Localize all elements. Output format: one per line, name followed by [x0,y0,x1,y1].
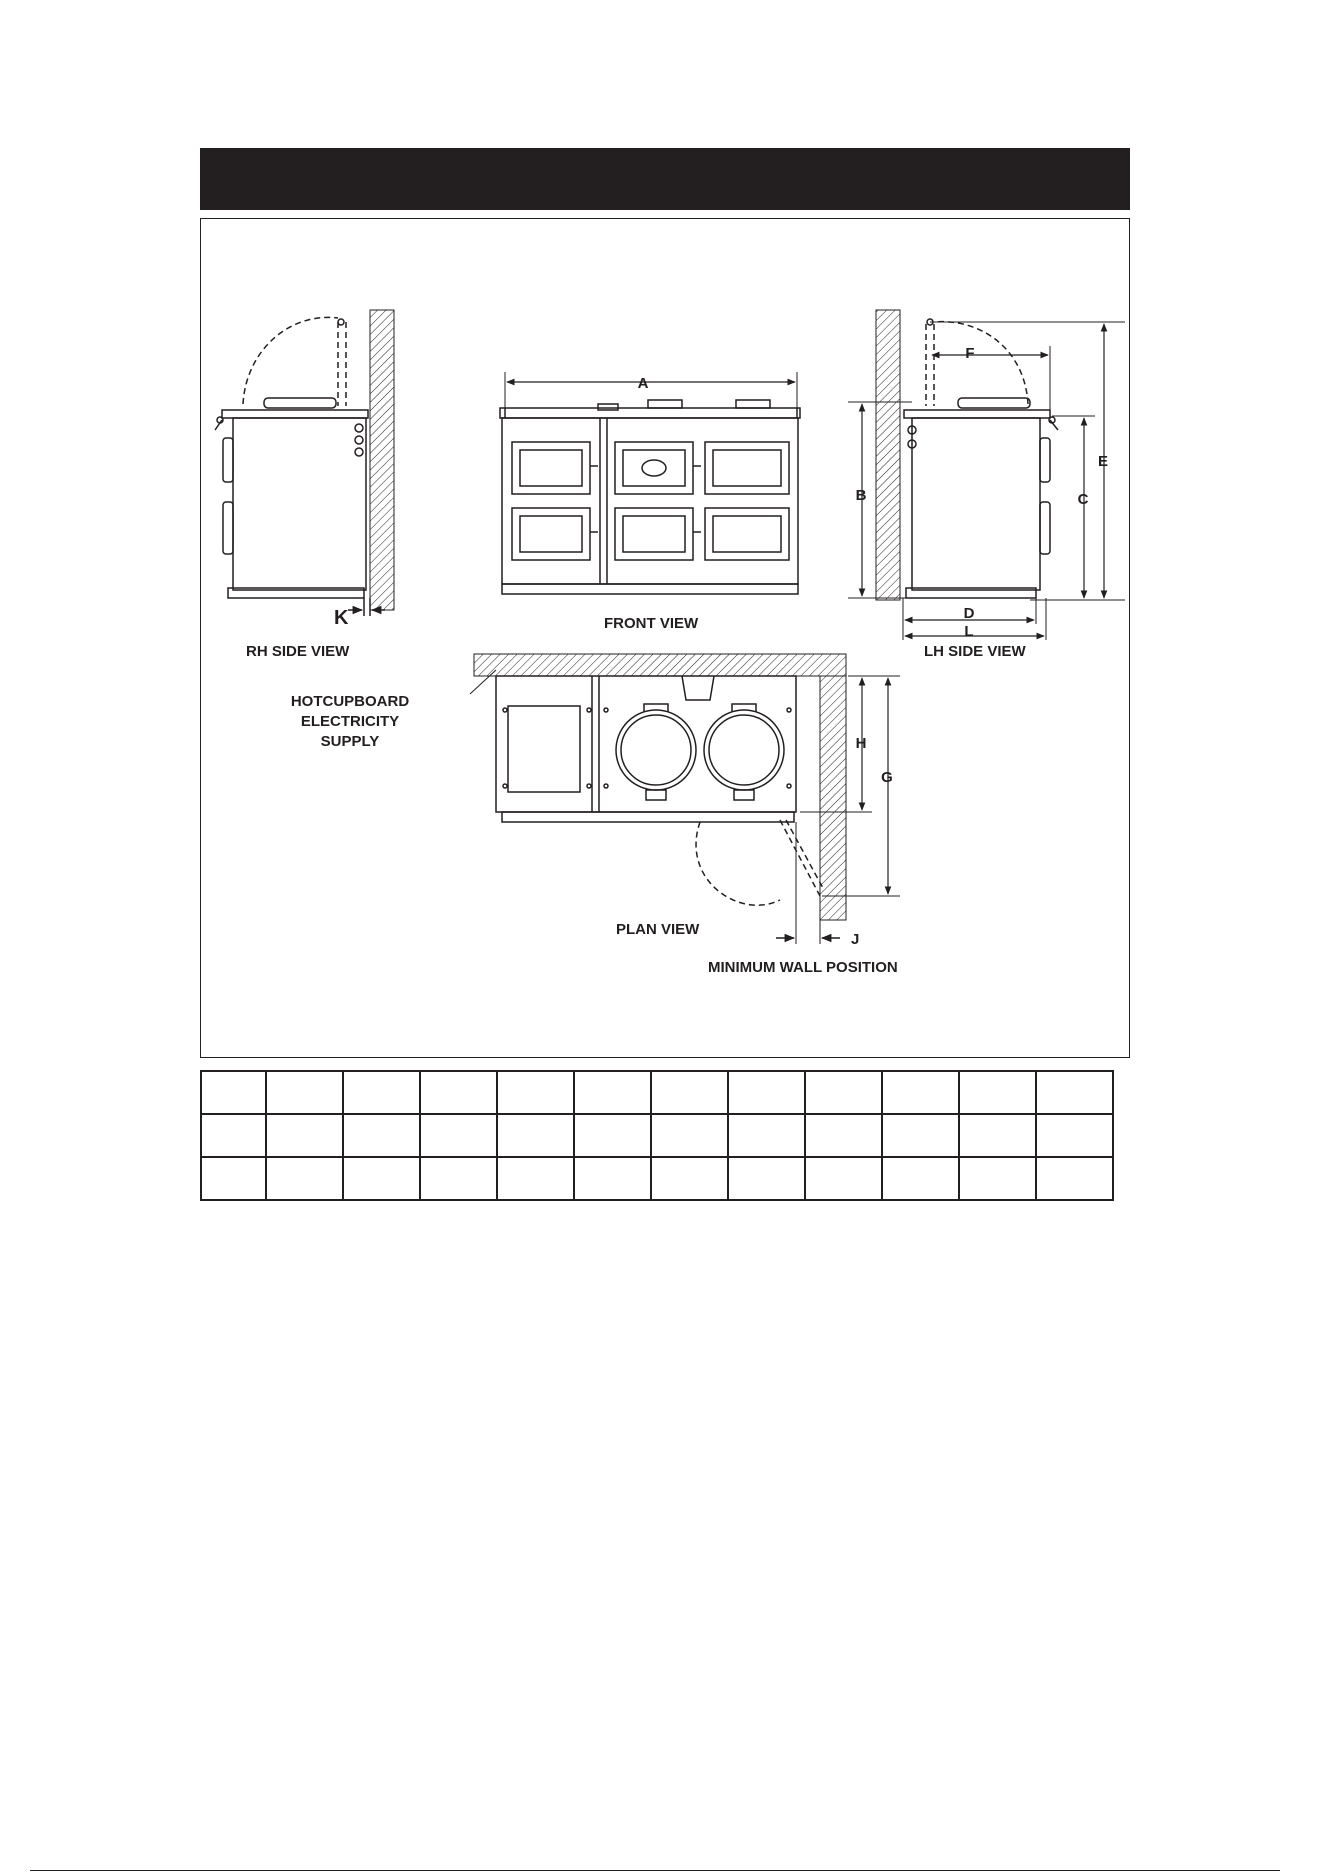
rh-side-view-label: RH SIDE VIEW [246,643,350,660]
table-cell [959,1114,1036,1157]
dimension-label-e: E [1097,453,1109,470]
table-cell [201,1071,266,1114]
table-cell [266,1114,343,1157]
table-cell [805,1114,882,1157]
table-cell [343,1114,420,1157]
plan-view [470,654,900,944]
table-cell [651,1157,728,1200]
footer-rule [30,1870,1280,1871]
dimension-label-l: L [964,623,974,640]
table-cell [497,1157,574,1200]
table-row [201,1071,1113,1114]
lh-side-view [848,310,1125,640]
lh-side-view-label: LH SIDE VIEW [924,643,1026,660]
dimension-label-c: C [1077,491,1089,508]
table-cell [343,1157,420,1200]
table-cell [728,1157,805,1200]
table-cell [882,1071,959,1114]
table-cell [882,1157,959,1200]
dimension-label-j: J [851,931,860,948]
table-cell [420,1114,497,1157]
table-cell [882,1114,959,1157]
table-row [201,1157,1113,1200]
table-cell [497,1071,574,1114]
table-cell [574,1157,651,1200]
rh-side-view [215,310,394,616]
front-view-label: FRONT VIEW [604,615,699,632]
dimension-label-h: H [855,735,867,752]
table-cell [959,1157,1036,1200]
table-cell [497,1114,574,1157]
dimension-label-k: K [334,607,349,629]
dimension-label-f: F [965,345,975,362]
dimension-label-g: G [881,769,893,786]
table-cell [343,1071,420,1114]
minimum-wall-position-label: MINIMUM WALL POSITION [708,959,898,976]
table-cell [201,1114,266,1157]
table-cell [1036,1157,1113,1200]
hotcupboard-callout-line1: HOTCUPBOARD [290,693,410,710]
dimension-label-d: D [963,605,975,622]
table-row [201,1114,1113,1157]
table-cell [420,1071,497,1114]
table-cell [574,1114,651,1157]
table-cell [651,1114,728,1157]
table-cell [266,1071,343,1114]
table-cell [805,1157,882,1200]
table-cell [651,1071,728,1114]
table-cell [728,1114,805,1157]
front-view [500,372,800,594]
table-cell [201,1157,266,1200]
table-cell [959,1071,1036,1114]
table-cell [420,1157,497,1200]
table-cell [266,1157,343,1200]
dimensions-table [200,1070,1114,1201]
hotcupboard-callout-line2: ELECTRICITY [300,713,400,730]
table-cell [574,1071,651,1114]
table-cell [1036,1071,1113,1114]
table-cell [1036,1114,1113,1157]
dimension-label-b: B [855,487,867,504]
table-cell [728,1071,805,1114]
dimension-label-a: A [637,375,649,392]
plan-view-label: PLAN VIEW [616,921,700,938]
hotcupboard-callout-line3: SUPPLY [320,733,380,750]
table-cell [805,1071,882,1114]
